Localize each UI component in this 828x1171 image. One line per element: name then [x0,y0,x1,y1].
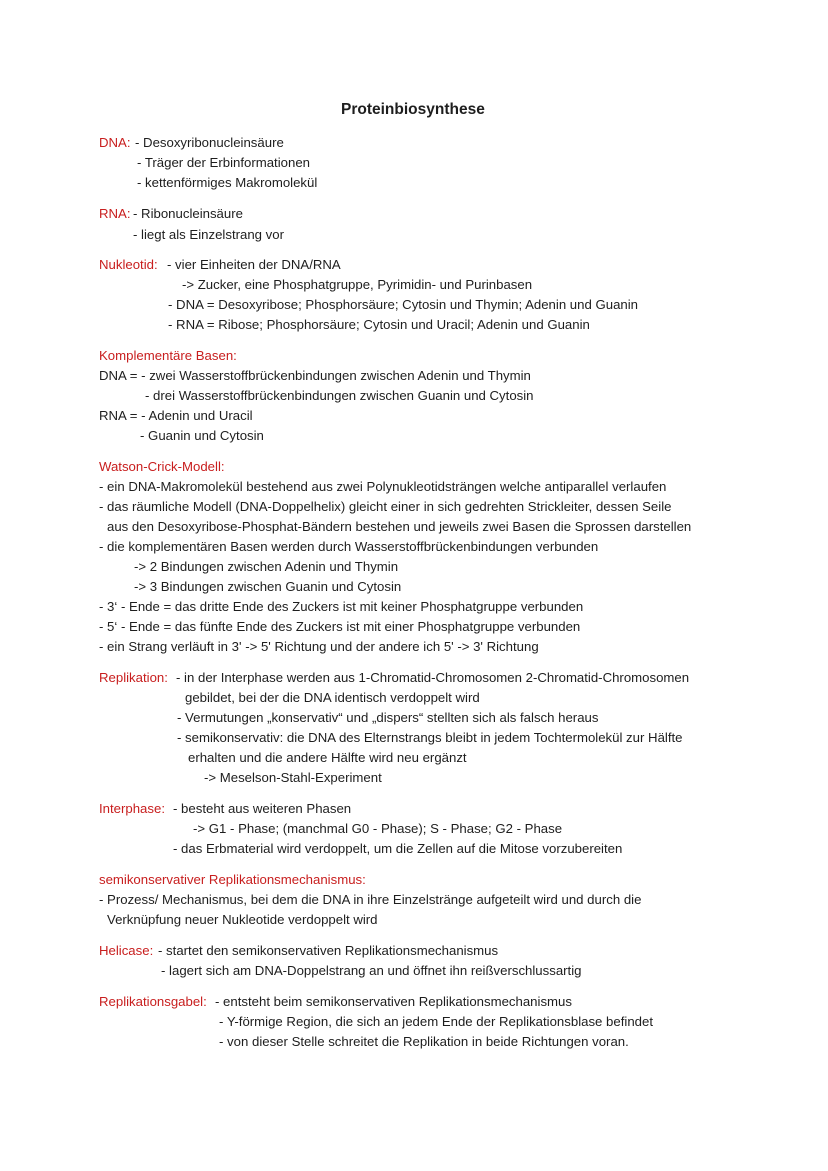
text-line: - DNA = Desoxyribose; Phosphorsäure; Cytosin und Thymin; Adenin und Guanin [168,297,639,312]
label-dna: DNA: [99,135,131,150]
text-line: - lagert sich am DNA-Doppelstrang an und öffnet ihn reißverschlussartig [161,963,582,978]
text-line: - liegt als Einzelstrang vor [133,227,284,242]
label-helicase: Helicase: [99,943,154,958]
text-line: -> 2 Bindungen zwischen Adenin und Thymin [134,559,399,574]
text-line: -> Zucker, eine Phosphatgruppe, Pyrimidin- und Purinbasen [182,277,533,292]
text-line: - vier Einheiten der DNA/RNA [167,257,341,272]
text-line: - ein Strang verläuft in 3' -> 5' Richtung und der andere ich 5' -> 3' Richtung [99,639,539,654]
text-line: - RNA = Ribose; Phosphorsäure; Cytosin und Uracil; Adenin und Guanin [168,317,590,332]
text-line: Verknüpfung neuer Nukleotide verdoppelt wird [107,912,378,927]
text-line: erhalten und die andere Hälfte wird neu ergänzt [188,750,467,765]
text-line: - Prozess/ Mechanismus, bei dem die DNA in ihre Einzelstränge aufgeteilt wird und durch die [99,892,642,907]
label-interphase: Interphase: [99,801,165,816]
text-line: DNA = - zwei Wasserstoffbrückenbindungen zwischen Adenin und Thymin [99,368,531,383]
label-komplementaere-basen: Komplementäre Basen: [99,348,237,363]
text-line: - startet den semikonservativen Replikationsmechanismus [158,943,499,958]
text-line: - entsteht beim semikonservativen Replikationsmechanismus [215,994,572,1009]
text-line: - 5‘ - Ende = das fünfte Ende des Zuckers ist mit einer Phosphatgruppe verbunden [99,619,581,634]
text-line: - die komplementären Basen werden durch Wasserstoffbrückenbindungen verbunden [99,539,599,554]
text-line: - Desoxyribonucleinsäure [135,135,284,150]
text-line: - kettenförmiges Makromolekül [137,175,318,190]
text-line: - in der Interphase werden aus 1-Chromatid-Chromosomen 2-Chromatid-Chromosomen [176,670,690,685]
text-line: - Ribonucleinsäure [133,206,243,221]
text-line: - ein DNA-Makromolekül bestehend aus zwei Polynukleotidsträngen welche antiparallel verlaufen [99,479,667,494]
label-rna: RNA: [99,206,131,221]
text-line: - das räumliche Modell (DNA-Doppelhelix) gleicht einer in sich gedrehten Strickleiter, dessen Seile [99,499,672,514]
text-line: - semikonservativ: die DNA des Elternstrangs bleibt in jedem Tochtermolekül zur Hälfte [177,730,683,745]
page-title: Proteinbiosynthese [341,101,485,118]
label-watson-crick: Watson-Crick-Modell: [99,459,225,474]
text-line: - das Erbmaterial wird verdoppelt, um die Zellen auf die Mitose vorzubereiten [173,841,623,856]
text-line: - Träger der Erbinformationen [137,155,310,170]
text-line: - drei Wasserstoffbrückenbindungen zwischen Guanin und Cytosin [145,388,534,403]
text-line: -> Meselson-Stahl-Experiment [204,770,382,785]
text-line: RNA = - Adenin und Uracil [99,408,253,423]
text-line: - Guanin und Cytosin [140,428,264,443]
text-line: - besteht aus weiteren Phasen [173,801,352,816]
text-line: - Y-förmige Region, die sich an jedem Ende der Replikationsblase befindet [219,1014,653,1029]
text-line: gebildet, bei der die DNA identisch verdoppelt wird [185,690,480,705]
text-line: aus den Desoxyribose-Phosphat-Bändern bestehen und jeweils zwei Basen die Sprossen darstellen [107,519,692,534]
text-line: - von dieser Stelle schreitet die Replikation in beide Richtungen voran. [219,1034,629,1049]
text-line: - Vermutungen „konservativ“ und „dispers“ stellten sich als falsch heraus [177,710,599,725]
text-line: - 3‘ - Ende = das dritte Ende des Zuckers ist mit keiner Phosphatgruppe verbunden [99,599,584,614]
text-line: -> 3 Bindungen zwischen Guanin und Cytosin [134,579,402,594]
label-replikationsgabel: Replikationsgabel: [99,994,207,1009]
text-line: -> G1 - Phase; (manchmal G0 - Phase); S - Phase; G2 - Phase [193,821,563,836]
label-nukleotid: Nukleotid: [99,257,158,272]
label-replikation: Replikation: [99,670,168,685]
label-semikonservativer-mechanismus: semikonservativer Replikationsmechanismus: [99,872,366,887]
